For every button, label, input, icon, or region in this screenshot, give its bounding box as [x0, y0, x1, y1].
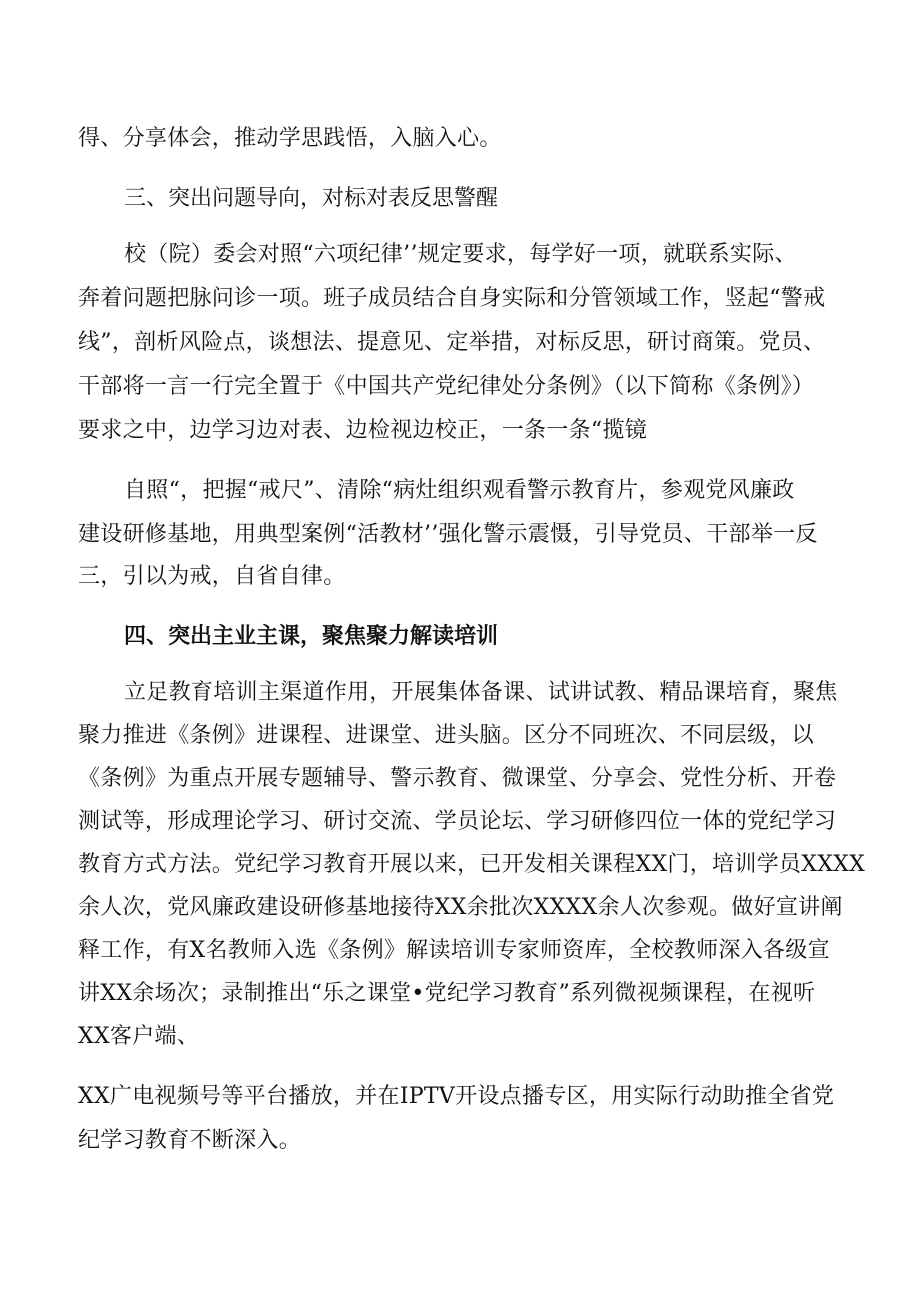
paragraph-line: 要求之中，边学习边对表、边检视边校正，一条一条“揽镜: [78, 418, 648, 443]
paragraph-line: 《条例》为重点开展专题辅导、警示教育、微课堂、分享会、党性分析、开卷: [78, 766, 837, 791]
paragraph-line: 讲XX余场次；录制推出“乐之课堂•党纪学习教育”系列微视频课程，在视听: [78, 981, 816, 1006]
paragraph-line: 释工作，有X名教师入选《条例》解读培训专家师资库，全校教师深入各级宣: [78, 938, 830, 963]
paragraph-line: 立足教育培训主渠道作用，开展集体备课、试讲试教、精品课培育，聚焦: [124, 680, 838, 705]
paragraph-line: 三，引以为戒，自省自律。: [78, 564, 346, 589]
paragraph-line: 聚力推进《条例》进课程、进课堂、进头脑。区分不同班次、不同层级，以: [78, 723, 814, 748]
paragraph-line: 校（院）委会对照“六项纪律’’规定要求，每学好一项，就联系实际、: [124, 242, 797, 267]
paragraph-line: 建设研修基地，用典型案例“活教材’’强化警示震慑，引导党员、干部举一反: [78, 522, 818, 547]
section-heading-3: 三、突出问题导向，对标对表反思警醒: [124, 186, 499, 211]
paragraph-line: 自照“，把握“戒尺”、清除“病灶组织观看警示教育片，参观党风廉政: [124, 478, 795, 503]
paragraph-line: 余人次，党风廉政建设研修基地接待XX余批次XXXX余人次参观。做好宣讲阐: [78, 895, 843, 920]
paragraph-line: 干部将一言一行完全置于《中国共产党纪律处分条例》（以下简称《条例》）: [78, 374, 815, 399]
paragraph-line: 线”，剖析风险点，谈想法、提意见、定举措，对标反思，研讨商策。党员、: [78, 330, 826, 355]
section-heading-4: 四、突出主业主课，聚焦聚力解读培训: [124, 624, 499, 649]
paragraph-line: 奔着问题把脉问诊一项。班子成员结合自身实际和分管领域工作，竖起“警戒: [78, 286, 826, 311]
paragraph-line: XX广电视频号等平台播放，并在IPTV开设点播专区，用实际行动助推全省党: [78, 1084, 835, 1109]
paragraph-line: 得、分享体会，推动学思践悟，入脑入心。: [78, 126, 502, 151]
paragraph-line: 纪学习教育不断深入。: [78, 1128, 302, 1153]
paragraph-line: 测试等，形成理论学习、研讨交流、学员论坛、学习研修四位一体的党纪学习: [78, 809, 837, 834]
paragraph-line: XX客户端、: [78, 1024, 200, 1049]
paragraph-line: 教育方式方法。党纪学习教育开展以来，已开发相关课程XX门，培训学员XXXX: [78, 852, 866, 877]
